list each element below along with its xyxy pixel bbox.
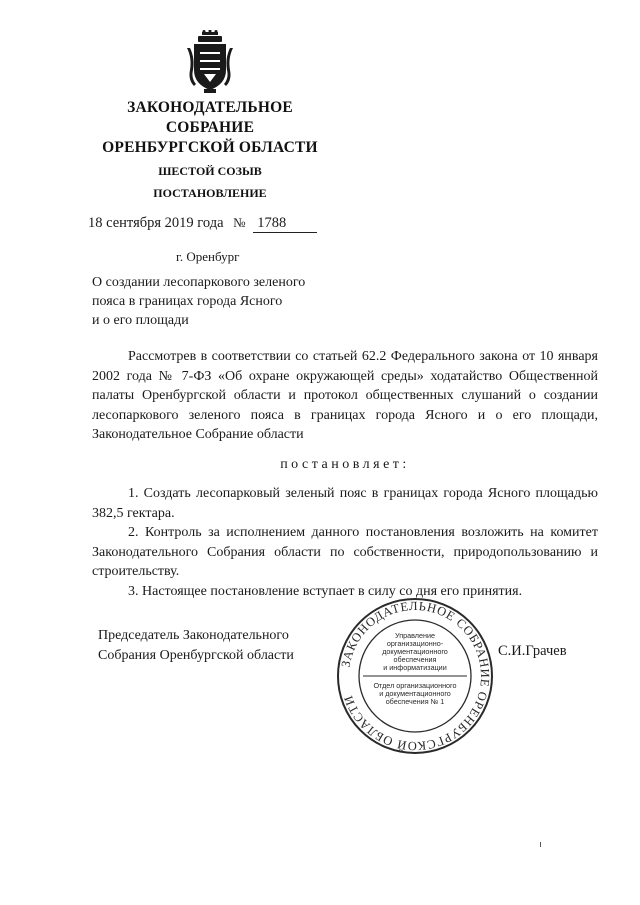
subject-line-1: О создании лесопаркового зеленого [92, 275, 306, 290]
stamp-inner-top-3: документационного [382, 647, 448, 656]
stamp-inner-bottom-3: обеспечения № 1 [385, 697, 445, 706]
item-1: 1. Создать лесопарковый зеленый пояс в границах города Ясного площадью 382,5 гектара. [92, 486, 598, 521]
stamp-inner-bottom-1: Отдел организационного [373, 681, 457, 690]
item-2: 2. Контроль за исполнением данного постановления возложить на комитет Законодательного Собрания области по собственности, природопользованию и строительству. [92, 525, 598, 579]
stamp-inner-top-5: и информатизации [383, 663, 447, 672]
stamp-inner-bottom-2: и документационного [379, 689, 451, 698]
number-sign: № [233, 215, 246, 230]
header-line-3: ОРЕНБУРГСКОЙ ОБЛАСТИ [102, 139, 318, 156]
header-line-1: ЗАКОНОДАТЕЛЬНОЕ [127, 99, 293, 116]
date-number-row [88, 215, 328, 233]
stamp-inner-top-4: обеспечения [393, 655, 437, 664]
scan-artifact [540, 842, 541, 847]
document-body [92, 347, 598, 601]
stamp-inner-top-1: Управление [395, 631, 435, 640]
document-type: ПОСТАНОВЛЕНИЕ [153, 186, 267, 200]
convocation-label: ШЕСТОЙ СОЗЫВ [158, 164, 262, 178]
stamp-outer-text: ЗАКОНОДАТЕЛЬНОЕ СОБРАНИЕ ОРЕНБУРГСКОЙ ОБЛАСТИ [338, 598, 493, 754]
document-subject [92, 273, 332, 330]
official-stamp [335, 596, 495, 756]
stamp-inner-top-2: организационно- [386, 639, 444, 648]
document-date: 18 сентября 2019 года [88, 215, 224, 231]
header-line-2: СОБРАНИЕ [165, 119, 255, 136]
signatory-name: С.И.Грачев [498, 643, 567, 659]
resolves-label: постановляет: [280, 456, 410, 472]
city-label: г. Оренбург [176, 249, 240, 264]
subject-line-2: пояса в границах города Ясного [92, 294, 283, 309]
item-3: 3. Настоящее постановление вступает в силу со дня его принятия. [128, 583, 523, 599]
position-line-2: Собрания Оренбургской области [98, 648, 294, 663]
subject-line-3: и о его площади [92, 313, 189, 328]
document-header [80, 98, 340, 202]
signatory-position [98, 626, 294, 666]
preamble-paragraph: Рассмотрев в соответствии со статьей 62.2 Федерального закона от 10 января 2002 года № 7-ФЗ «Об охране окружающей среды» ходатайство Общественной палаты Оренбургской области и протокол общественных слушаний о создании лесопаркового зеленого пояса в границах города Ясного и о его площади, Законодательное Собрание области [92, 349, 598, 442]
coat-of-arms-icon [184, 30, 236, 94]
position-line-1: Председатель Законодательного [98, 628, 289, 643]
document-number: 1788 [253, 215, 317, 233]
